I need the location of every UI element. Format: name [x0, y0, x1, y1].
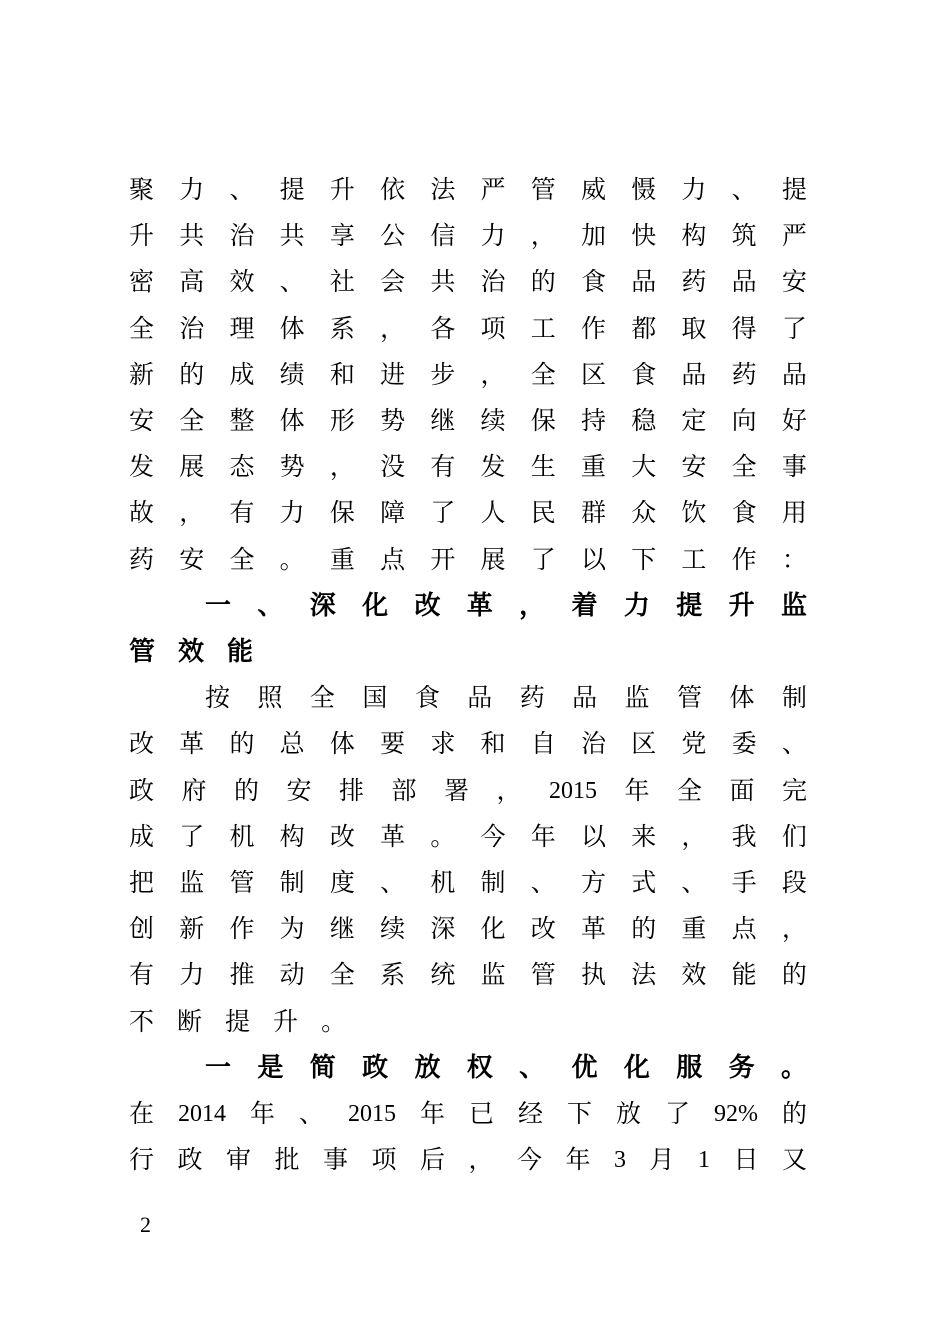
text-line: 一 、 深 化 改 革 ， 着 力 提 升 监: [205, 590, 807, 621]
text-line: 聚 力 、 提 升 依 法 严 管 威 慑 力 、 提: [129, 175, 807, 204]
text-line: 故 ， 有 力 保 障 了 人 民 群 众 饮 食 用: [129, 498, 807, 528]
text-line: 密 高 效 、 社 会 共 治 的 食 品 药 品 安: [129, 267, 807, 297]
text-line: 安 全 整 体 形 势 继 续 保 持 稳 定 向 好: [129, 406, 807, 435]
text-line: 有 力 推 动 全 系 统 监 管 执 法 效 能 的: [129, 960, 807, 990]
text-line: 创 新 作 为 继 续 深 化 改 革 的 重 点 ，: [129, 914, 807, 944]
text-line: 行 政 审 批 事 项 后 ， 今 年 3 月 1 日 又: [129, 1145, 807, 1175]
text-line: 发 展 态 势 ， 没 有 发 生 重 大 安 全 事: [129, 452, 807, 482]
text-line: 全 治 理 体 系 ， 各 项 工 作 都 取 得 了: [129, 313, 807, 343]
text-line: 升 共 治 共 享 公 信 力 ， 加 快 构 筑 严: [129, 221, 807, 251]
page-number: 2: [140, 1212, 151, 1237]
text-line: 新 的 成 绩 和 进 步 ， 全 区 食 品 药 品: [129, 359, 807, 389]
text-line: 改 革 的 总 体 要 求 和 自 治 区 党 委 、: [129, 729, 807, 759]
text-line: 把 监 管 制 度 、 机 制 、 方 式 、 手 段: [129, 868, 807, 897]
text-line: 按 照 全 国 食 品 药 品 监 管 体 制: [205, 683, 807, 713]
text-line: 一 是 简 政 放 权 、 优 化 服 务 。: [205, 1052, 807, 1083]
text-line: 药 安 全 。 重 点 开 展 了 以 下 工 作 ：: [129, 544, 807, 574]
text-line: 在 2014 年 、 2015 年 已 经 下 放 了 92% 的: [129, 1099, 807, 1128]
text-line: 成 了 机 构 改 革 。 今 年 以 来 ， 我 们: [129, 821, 807, 851]
text-line: 政 府 的 安 排 部 署 ， 2015 年 全 面 完: [129, 775, 807, 805]
text-line: 不 断 提 升 。: [129, 1006, 347, 1036]
text-line: 管 效 能: [129, 637, 254, 667]
